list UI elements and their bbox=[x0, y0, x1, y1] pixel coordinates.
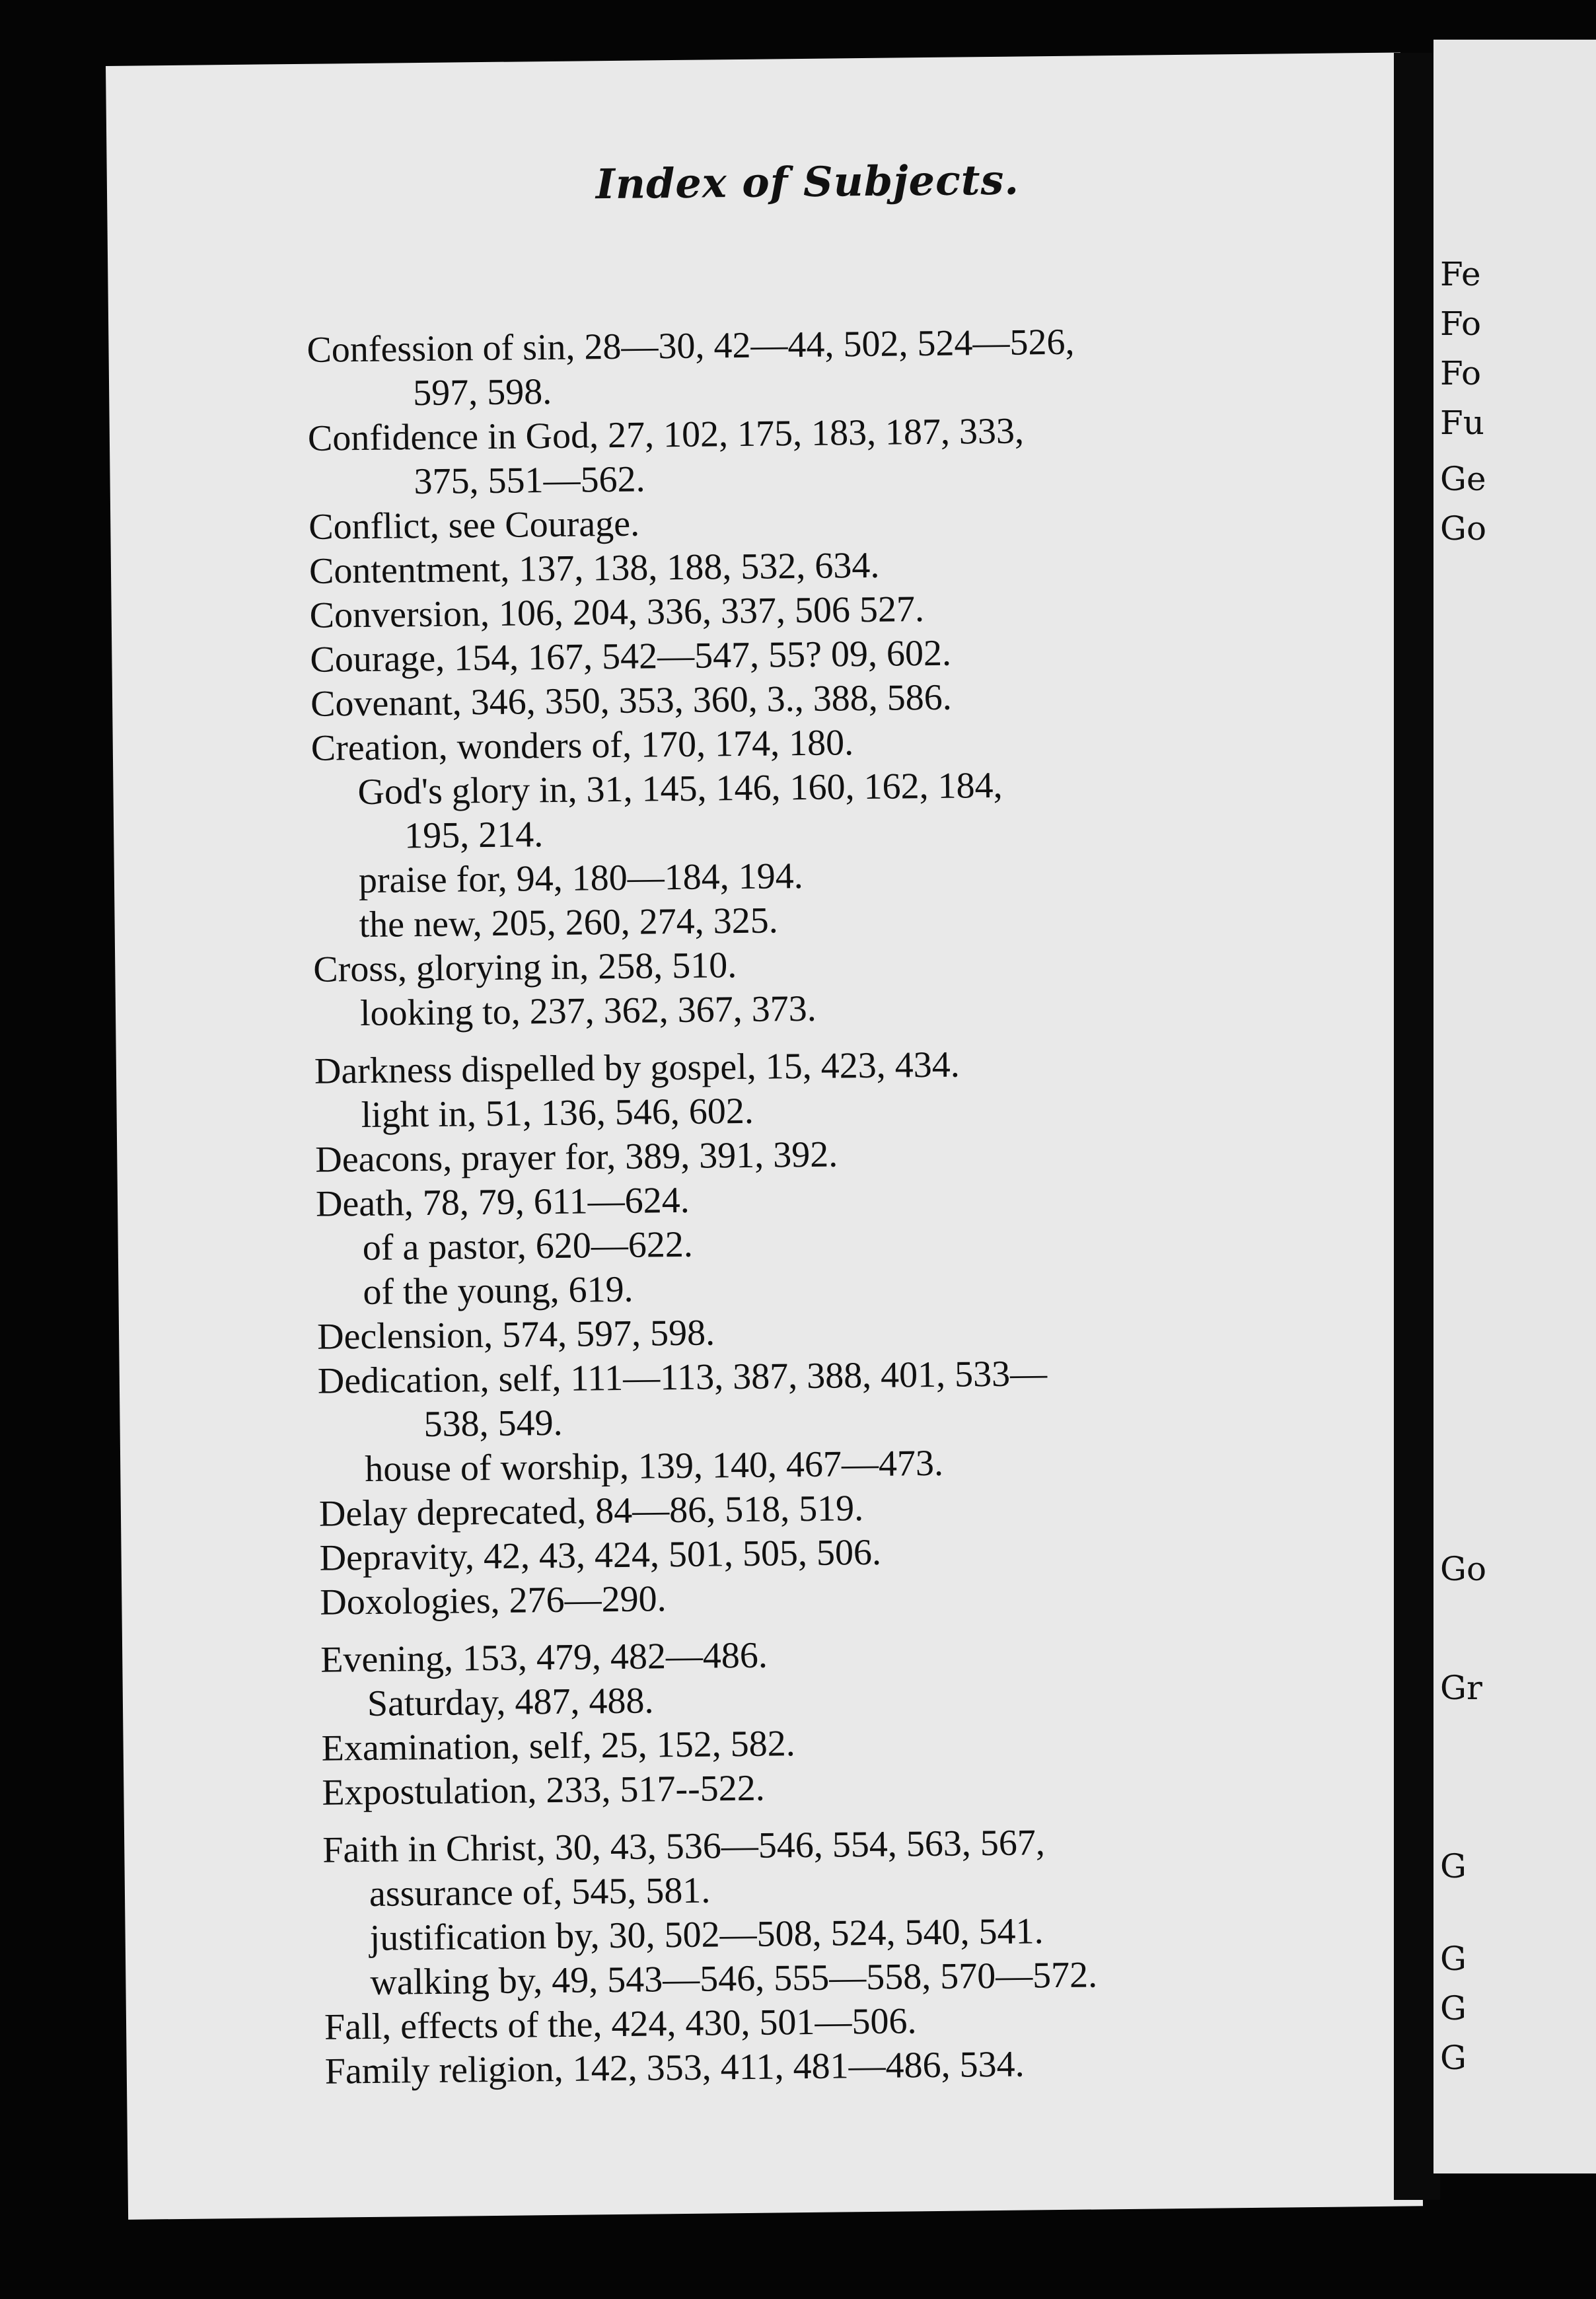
index-entry: Confession of sin, 28—30, 42—44, 502, 524—526, bbox=[307, 321, 1075, 371]
index-subentry: 375, 551—562. bbox=[414, 458, 645, 503]
index-entry: Family religion, 142, 353, 411, 481—486, 534. bbox=[324, 2043, 1025, 2092]
page-title: Index of Subjects. bbox=[595, 155, 1020, 209]
index-subentry: of a pastor, 620—622. bbox=[362, 1223, 694, 1269]
index-entry: Conflict, see Courage. bbox=[308, 503, 640, 548]
facing-page-fragment: G bbox=[1440, 1940, 1467, 1978]
index-entry: Deacons, prayer for, 389, 391, 392. bbox=[315, 1134, 838, 1181]
index-entry: Darkness dispelled by gospel, 15, 423, 434. bbox=[314, 1044, 961, 1092]
index-subentry: looking to, 237, 362, 367, 373. bbox=[359, 988, 817, 1035]
index-subentry: light in, 51, 136, 546, 602. bbox=[361, 1090, 754, 1136]
index-subentry: praise for, 94, 180—184, 194. bbox=[358, 856, 803, 902]
index-entry: Creation, wonders of, 170, 174, 180. bbox=[310, 722, 854, 769]
index-subentry: Saturday, 487, 488. bbox=[367, 1680, 654, 1724]
index-subentry: God's glory in, 31, 145, 146, 160, 162, 184, bbox=[357, 764, 1003, 813]
facing-page-edge bbox=[1433, 40, 1596, 2173]
facing-page-fragment: Fu bbox=[1440, 404, 1484, 442]
facing-page-fragment: G bbox=[1440, 1847, 1467, 1885]
index-subentry: walking by, 49, 543—546, 555—558, 570—572. bbox=[370, 1954, 1098, 2003]
index-entry: Fall, effects of the, 424, 430, 501—506. bbox=[324, 2000, 917, 2048]
index-subentry: the new, 205, 260, 274, 325. bbox=[359, 900, 779, 946]
index-entry: Courage, 154, 167, 542—547, 55? 09, 602. bbox=[310, 632, 952, 680]
index-entry: Covenant, 346, 350, 353, 360, 3., 388, 586. bbox=[310, 676, 953, 725]
index-entry: Dedication, self, 111—113, 387, 388, 401, 533— bbox=[317, 1353, 1048, 1402]
index-entry: Doxologies, 276—290. bbox=[320, 1578, 667, 1623]
index-subentry: 597, 598. bbox=[412, 371, 552, 414]
index-entry: Delay deprecated, 84—86, 518, 519. bbox=[318, 1488, 864, 1535]
index-entry: Examination, self, 25, 152, 582. bbox=[321, 1723, 795, 1769]
facing-page-fragment: Go bbox=[1440, 1550, 1487, 1588]
index-subentry: of the young, 619. bbox=[363, 1268, 634, 1313]
index-entry: Cross, glorying in, 258, 510. bbox=[313, 945, 737, 990]
subject-index-list bbox=[307, 316, 1448, 2094]
index-subentry: justification by, 30, 502—508, 524, 540, 541. bbox=[369, 1911, 1044, 1959]
index-entry: Confidence in God, 27, 102, 175, 183, 187, 333, bbox=[307, 410, 1025, 459]
facing-page-fragment: Fo bbox=[1440, 305, 1482, 343]
facing-page-fragment: Fo bbox=[1440, 354, 1482, 392]
index-entry: Conversion, 106, 204, 336, 337, 506 527. bbox=[309, 589, 925, 636]
index-entry: Depravity, 42, 43, 424, 501, 505, 506. bbox=[319, 1531, 882, 1579]
index-entry: Evening, 153, 479, 482—486. bbox=[320, 1634, 768, 1681]
index-subentry: 195, 214. bbox=[404, 814, 544, 857]
index-subentry: house of worship, 139, 140, 467—473. bbox=[364, 1442, 944, 1490]
facing-page-fragment: Go bbox=[1440, 509, 1487, 548]
index-entry: Contentment, 137, 138, 188, 532, 634. bbox=[308, 544, 880, 592]
facing-page-fragment: Ge bbox=[1440, 460, 1486, 498]
index-subentry: 538, 549. bbox=[423, 1402, 563, 1445]
facing-page-fragment: G bbox=[1440, 2039, 1467, 2077]
book-page bbox=[106, 52, 1423, 2219]
index-entry: Faith in Christ, 30, 43, 536—546, 554, 563, 567, bbox=[322, 1822, 1046, 1871]
facing-page-fragment: Gr bbox=[1440, 1669, 1482, 1707]
index-entry: Expostulation, 233, 517--522. bbox=[322, 1767, 766, 1813]
index-subentry: assurance of, 545, 581. bbox=[369, 1870, 711, 1915]
index-entry: Declension, 574, 597, 598. bbox=[316, 1312, 715, 1358]
facing-page-fragment: Fe bbox=[1440, 255, 1481, 293]
index-entry: Death, 78, 79, 611—624. bbox=[315, 1179, 690, 1225]
facing-page-fragment: G bbox=[1440, 1989, 1467, 2027]
